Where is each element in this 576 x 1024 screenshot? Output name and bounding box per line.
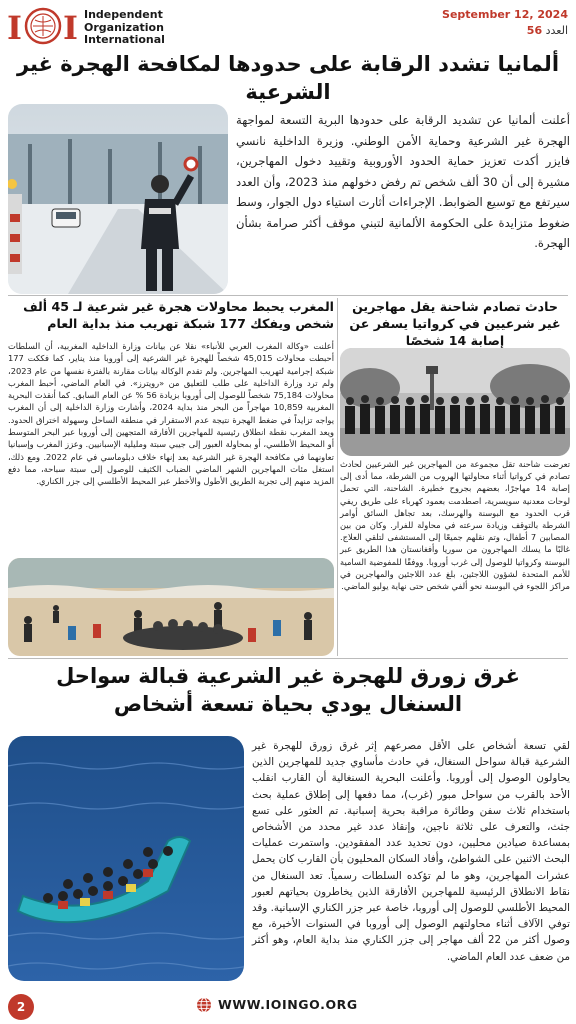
section-divider bbox=[8, 295, 568, 296]
svg-text:I: I bbox=[7, 9, 22, 46]
croatia-police-image bbox=[340, 348, 570, 456]
issue-label: العدد bbox=[545, 24, 568, 37]
main-headline: ألمانيا تشدد الرقابة على حدودها لمكافحة الهجرة غير الشرعية bbox=[16, 52, 560, 104]
website-link[interactable]: WWW.IOINGO.ORG bbox=[218, 997, 358, 1012]
morocco-article-body: أعلنت «وكالة المغرب العربي للأنباء» نقلا عن بيانات وزارة الداخلية المغربية، أن السلطات أحبطت محاولات 45,015 شخصاً للهجرة غير الشرعية إلى أوروبا منذ يناير، كما فككت 177 شبكة إجرامية لتهريب المهاجرين. ولم تقدم الوكالة بيانات مقارنة بالفترة نفسها من عام 2023، ولم ترد وزارة الداخلية على طلب للتعليق من «رويترز». في العام الماضي، أحبط المغرب محاولات 75,184 شخصاً للوصول إلى أوروبا بزيادة 56 % عن العام السابق. كما أنقذت البحرية المغربية 10,859 مهاجراً من البحر منذ بداية 2024، وأشارت وزارة الداخلية إلى أن المغرب يواجه تزايداً في ضغط الهجرة نتيجة عدم الاستقرار في منطقة الساحل وسهولة اختراق الحدود. ويعد المغرب نقطة انطلاق رئيسية للمهاجرين الأفارقة المتجهين إلى أوروبا عبر البحر المتوسط أو المحيط الأطلسي، أو بمحاولة العبور إلى جيبي سبتة ومليلية الإسبانيين. وعزز المغرب وإسبانيا تعاونهما في مكافحة الهجرة غير الشرعية بعد إنهاء خلاف دبلوماسي في عام 2022. ومع ذلك، استغل مئات المهاجرين الشهر الماضي الضباب الكثيف للوصول إلى سبتة سباحة، مما دفع المزيد منهم إلى تجربة الطريق الأطول والأخطر عبر المحيط الأطلسي إلى جزر الكناري. bbox=[8, 341, 335, 487]
column-divider bbox=[337, 298, 338, 656]
germany-border-police-image bbox=[8, 104, 228, 294]
page-footer bbox=[0, 990, 576, 1024]
organization-logo bbox=[6, 6, 80, 46]
globe-icon bbox=[196, 997, 212, 1013]
morocco-headline: المغرب يحبط محاولات هجرة غير شرعية لـ 45 ألف شخص ويفكك 177 شبكة تهريب منذ بداية العام bbox=[23, 299, 334, 331]
croatia-headline: حادث تصادم شاحنة يقل مهاجرين غير شرعيين في كرواتيا يسفر عن إصابة 14 شخصًا bbox=[349, 299, 561, 348]
svg-text:I: I bbox=[63, 9, 78, 46]
issue-number-label bbox=[527, 24, 568, 37]
boat-migrants-image bbox=[8, 736, 244, 981]
senegal-headline: غرق زورق للهجرة غير الشرعية قبالة سواحل السنغال يودي بحياة تسعة أشخاص bbox=[56, 664, 520, 716]
page-header bbox=[0, 0, 576, 52]
senegal-article-body: لقي تسعة أشخاص على الأقل مصرعهم إثر غرق زورق للهجرة غير الشرعية قبالة سواحل السنغال، في حادث مأساوي جديد للمهاجرين الذين يحاولون الوصول إلى أوروبا. وأعلنت البحرية السنغالية أن القارب انقلب الأحد بالقرب من سواحل مبور (غرب)، مما دفعها إلى إطلاق عملية بحث باستخدام ثلاث سفن وطائرة مراقبة بحرية إسبانية. تم العثور على تسع جثث، والتعرف على ثلاثة ناجين، وإنقاذ عدد غير محدد من الأشخاص بمساعدة صيادين محليين، دون تحديد عدد المفقودين. واستمرت عمليات البحث الاثنين على الشواطئ، وأفاد السكان المحليون بأن القارب كان يحمل عشرات المهاجرين، وهو ما لم تؤكده السلطات رسمياً. تعد السنغال من نقاط الانطلاق الرئيسية للمهاجرين الأفارقة الذين يخاطرون بحياتهم لعبور المحيط الأطلسي للوصول إلى أوروبا، خاصة عبر جزر الكناري الإسبانية. وقد توفي الآلاف أثناء محاولتهم الوصول إلى أوروبا في السنوات الأخيرة، مع وصول أكثر من 22 ألف مهاجر إلى جزر الكناري منذ بداية العام، وهو أكثر من ضعف عدد العام الماضي. bbox=[252, 740, 571, 963]
issue-number: 56 bbox=[526, 24, 543, 37]
org-name-line1: Independent bbox=[84, 8, 163, 21]
org-name-line2: Organization bbox=[84, 20, 164, 34]
germany-article-body: أعلنت ألمانيا عن تشديد الرقابة على حدودها البرية التسعة لمواجهة الهجرة غير الشرعية وحماية الأمن الوطني. وزيرة الداخلية نانسي فايزر أكدت تعزيز حماية الحدود الأوروبية وتقييد دخول المهاجرين، مشيرة إلى أن 30 ألف شخص تم رفض دخولهم منذ 2023، وأن العدد سيرتفع مع توسيع الضوابط. الإجراءات أثارت استياء دول الجوار، وسط ضغوط متزايدة على الحكومة الألمانية لتبني موقف أكثر صرامة بشأن الهجرة. bbox=[236, 113, 570, 250]
org-name-line3: International bbox=[84, 33, 165, 46]
issue-date: September 12, 2024 bbox=[442, 8, 568, 21]
organization-name bbox=[84, 9, 165, 47]
section-divider-bottom bbox=[8, 658, 568, 659]
page-number: 2 bbox=[8, 994, 34, 1020]
beach-migrants-image bbox=[8, 558, 334, 656]
croatia-article-body: تعرضت شاحنة تقل مجموعة من المهاجرين غير الشرعيين لحادث تصادم في كرواتيا أثناء محاولتها الهروب من الشرطة، مما أدى إلى إصابة 14 مهاجرًا، بعضهم بجروح خطيرة. الشاحنة، التي تحمل لوحات معدنية سويسرية، اصطدمت بعمود كهرباء على طريق ريفي قرب الحدود مع البوسنة والهرسك، بعد تجاهل السائق أوامر الشرطة بالتوقف وزيادة سرعته في محاولة للفرار. وكان من بين المصابين 7 أطفال، وتم نقلهم جميعًا إلى المستشفى لتلقي العلاج. غالبًا ما يسلك المهاجرون من سوريا وأفغانستان هذا الطريق عبر البوسنة وكرواتيا للوصول إلى غرب أوروبا. ووفقًا للمفوضية السامية للأمم المتحدة لشؤون اللاجئين، بلغ عدد اللاجئين والمهاجرين في مراكز اللجوء في البوسنة نحو ألفي شخص حتى نهاية يوليو الماضي. bbox=[340, 459, 570, 592]
